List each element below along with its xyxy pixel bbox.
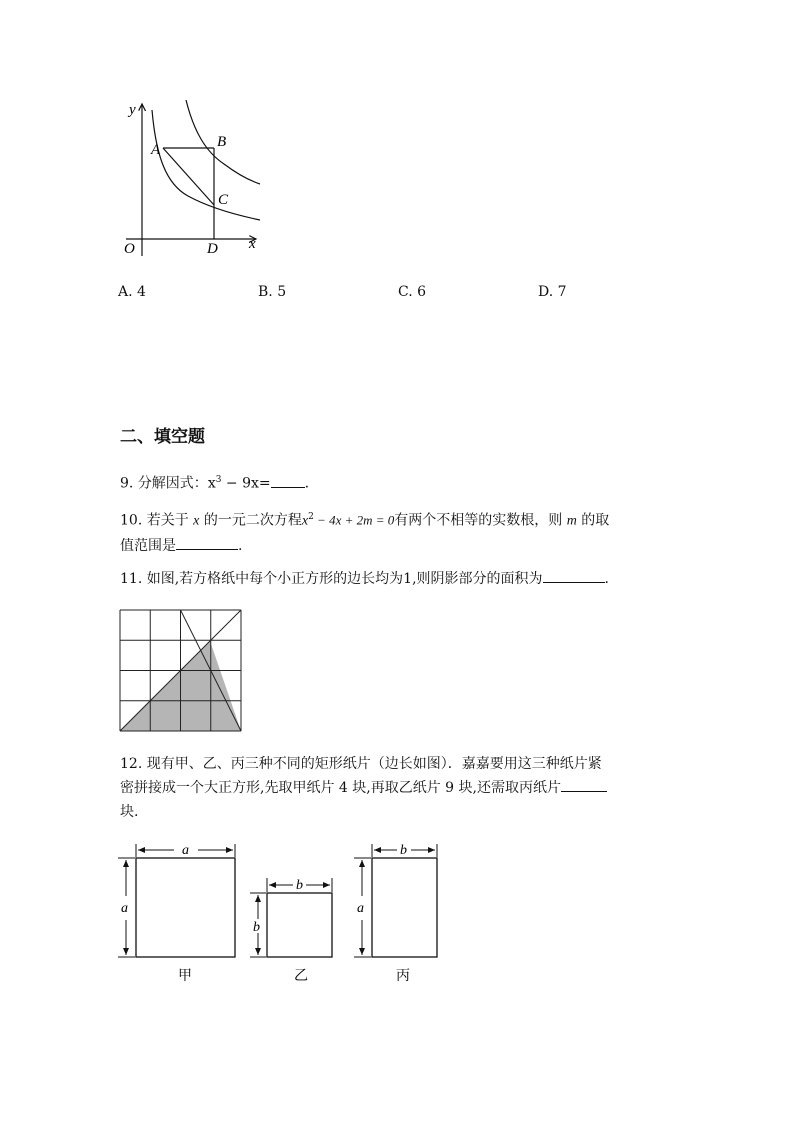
grid-figure [118,608,244,734]
q10-eq-b: − 4x + 2m = 0 [313,512,395,528]
q9-answer-blank[interactable] [271,473,305,488]
q10-number: 10. [120,512,143,529]
bing-name: 丙 [396,969,410,984]
choice-c[interactable]: C. 6 [398,284,427,300]
bing-top-label: b [400,843,407,858]
jia-side-label: a [121,901,128,916]
question-10 [120,505,680,558]
answer-choices [118,284,718,306]
q9-expr-exp: 3 [215,475,222,485]
q10-var-x: x [193,513,200,529]
piece-yi [250,878,332,984]
q10-eq-exp: 2 [308,512,314,522]
hyperbola-figure [118,96,268,261]
q10-t1: 若关于 [146,512,194,529]
q12-line3: 块. [120,804,139,820]
q10-suffix: . [238,537,243,554]
q10-t3: 有两个不相等的实数根，则 [394,512,567,529]
q12-line2: 密拼接成一个大正方形,先取甲纸片 4 块,再取乙纸片 9 块,还需取丙纸片 [120,780,561,796]
question-11 [120,567,680,591]
label-b: B [217,134,227,150]
q9-prefix: 分解因式： [137,475,208,492]
q10-var-m: m [566,513,577,529]
yi-name: 乙 [294,969,308,984]
q11-answer-blank[interactable] [543,568,605,583]
jia-name: 甲 [178,969,192,984]
q10-t4: 的取 [576,512,610,529]
label-x: x [249,236,256,252]
label-c: C [218,192,229,208]
jia-top-label: a [182,843,189,858]
yi-top-label: b [296,878,303,893]
piece-bing [354,843,437,984]
label-o: O [124,241,135,257]
choice-b[interactable]: B. 5 [258,284,287,300]
q12-answer-blank[interactable] [561,777,607,792]
q12-number: 12. [120,756,143,772]
q10-t2: 的一元二次方程 [199,512,302,529]
choice-d[interactable]: D. 7 [538,284,567,300]
label-d: D [207,241,218,257]
choice-a[interactable]: A. 4 [118,284,146,300]
bing-side-label: a [357,901,364,916]
q9-number: 9. [120,475,134,492]
q10-eq-a: x [301,513,309,529]
q10-answer-blank[interactable] [176,535,238,550]
section-title: 二、填空题 [120,427,205,447]
question-12 [120,752,680,824]
label-y: y [129,102,136,118]
inner-curve [152,110,260,220]
label-a: A [151,142,161,158]
q11-suffix: . [604,571,609,587]
q12-line1: 现有甲、乙、丙三种不同的矩形纸片（边长如图）．嘉嘉要用这三种纸片紧 [146,756,602,772]
q11-text: 如图,若方格纸中每个小正方形的边长均为1,则阴影部分的面积为 [146,571,543,587]
piece-jia [118,843,235,984]
yi-side-label: b [253,920,260,935]
q10-line2: 值范围是 [120,537,176,554]
q9-expr-rest: − 9x= [221,475,271,492]
q11-number: 11. [120,571,143,587]
question-9 [120,468,680,496]
paper-pieces-figure [114,838,444,990]
q9-expr-base: x [207,475,216,492]
q9-suffix: . [304,475,310,492]
